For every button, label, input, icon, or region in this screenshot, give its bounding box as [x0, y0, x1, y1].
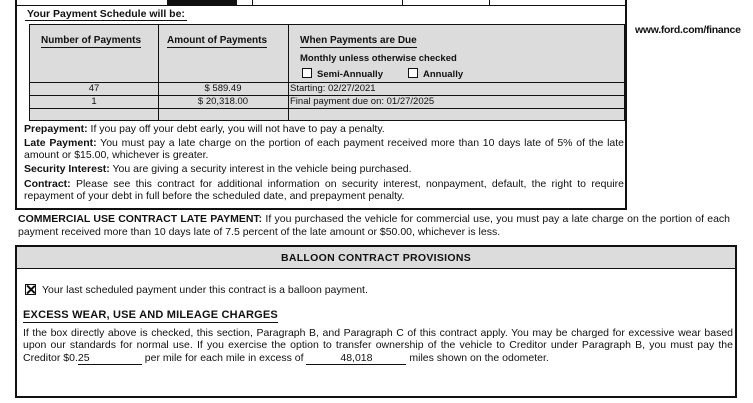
prepayment-label: Prepayment: — [24, 123, 88, 135]
semi-annually-label: Semi-Annually — [317, 69, 383, 80]
balloon-payment-option — [25, 284, 368, 296]
semi-annually-checkbox[interactable] — [302, 68, 312, 78]
commercial-text: If you purchased the vehicle for commercial use, you must pay a late charge on the portion of each payment received more than 10 days late of 7.5 percent of the late amount or $50.00, whichever is less. — [18, 213, 730, 238]
payment-schedule-box — [15, 5, 627, 210]
row-2-number: 1 — [91, 96, 97, 107]
late-payment-text: You must pay a late charge on the portion of each payment received more than 10 days late of 5% of the late amount or $15.00, whichever is greater. — [24, 137, 625, 161]
contract-paragraph — [24, 178, 624, 202]
row-2-amount: $ 20,318.00 — [197, 96, 249, 107]
commercial-late-payment-paragraph — [18, 213, 730, 238]
schedule-title: Your Payment Schedule will be: — [27, 8, 185, 20]
excess-text-part-1: If the box directly above is checked, this section, Paragraph B, and Paragraph C of this contract apply. You may be charged for excessive wear based upon our standards for normal use. If you exercise the option to transfer ownership of the vehicle to Creditor under Paragraph B, you must pay the Creditor $0. — [23, 327, 733, 364]
balloon-provisions-box — [15, 245, 737, 398]
miles-allowed-field[interactable]: 48,018 — [306, 353, 406, 365]
row-1-when: Starting: 02/27/2021 — [290, 83, 376, 94]
security-interest-text: You are giving a security interest in the vehicle being purchased. — [112, 163, 412, 175]
prepayment-paragraph — [24, 123, 624, 135]
balloon-checked-checkbox[interactable] — [25, 284, 36, 295]
security-interest-paragraph — [24, 163, 624, 175]
excess-text-part-2: per mile for each mile in excess of — [144, 351, 304, 364]
row-1-number: 47 — [88, 83, 100, 94]
annually-checkbox[interactable] — [408, 68, 418, 78]
prepayment-text: If you pay off your debt early, you will not have to pay a penalty. — [90, 123, 385, 135]
excess-wear-title: EXCESS WEAR, USE AND MILEAGE CHARGES — [23, 309, 278, 321]
header-amount-of-payments: Amount of Payments — [167, 35, 268, 46]
contract-label: Contract: — [24, 178, 71, 190]
column-divider — [288, 25, 289, 120]
security-interest-label: Security Interest: — [24, 163, 110, 175]
header-number-of-payments: Number of Payments — [41, 35, 142, 46]
website-link[interactable]: www.ford.com/finance — [635, 24, 741, 36]
balloon-provisions-header: BALLOON CONTRACT PROVISIONS — [17, 247, 735, 269]
payment-schedule-table — [29, 24, 625, 121]
late-payment-label: Late Payment: — [24, 137, 97, 149]
balloon-checkbox-label: Your last scheduled payment under this contract is a balloon payment. — [42, 284, 368, 296]
row-1-amount: $ 589.49 — [204, 83, 242, 94]
commercial-label: COMMERCIAL USE CONTRACT LATE PAYMENT: — [18, 213, 263, 225]
annually-label: Annually — [423, 69, 464, 80]
contract-text: Please see this contract for additional information on security interest, nonpayment, default, the right to require repayment of your debt in full before the scheduled date, and prepayment penalty. — [24, 178, 624, 202]
annually-option[interactable] — [408, 68, 463, 80]
excess-text-part-3: miles shown on the odometer. — [409, 351, 549, 364]
late-payment-paragraph — [24, 137, 624, 161]
semi-annually-option[interactable] — [302, 68, 383, 80]
monthly-note: Monthly unless otherwise checked — [300, 53, 457, 64]
cents-per-mile-field[interactable]: 25 — [78, 353, 142, 365]
header-when-payments-due: When Payments are Due — [300, 35, 417, 46]
excess-wear-paragraph — [23, 327, 733, 365]
row-divider — [30, 108, 624, 109]
row-2-when: Final payment due on: 01/27/2025 — [290, 96, 435, 107]
